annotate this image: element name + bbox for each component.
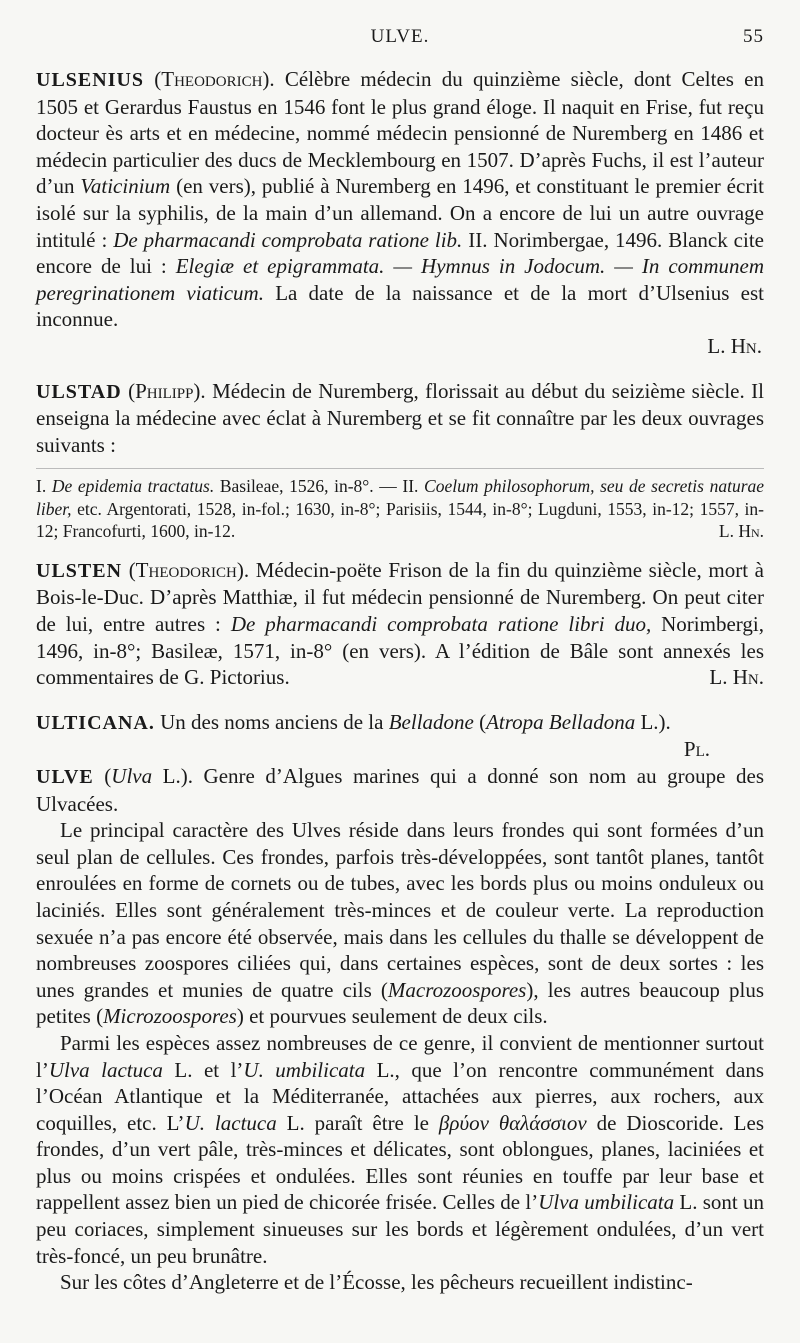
text: La date de la naissance et de la mort d’Ulsenius est inconnue. [36, 280, 764, 332]
text: Médecin de Nuremberg, florissait au début du seizième siècle. Il enseigna la médecine avec éclat à Nuremberg et se fit connaître par les deux ouvrages suivants : [36, 378, 764, 457]
person-name: (Philipp). [128, 378, 206, 403]
text: Basileae, 1526, in-8°. — II. [214, 476, 425, 497]
entry-ulsten [36, 557, 764, 691]
title-italic: Elegiæ et epigrammata. — Hymnus in Jodocum. — In communem peregrinationem viaticum. [36, 254, 764, 305]
title-italic: Coelum philosophorum, seu de secretis naturae liber, [36, 476, 765, 519]
term-italic: Ulva lactuca [48, 1057, 163, 1082]
author-signature: Pl. [683, 737, 710, 762]
entry-text [36, 557, 764, 691]
author-signature: L. Hn. [718, 521, 764, 542]
text-body [36, 66, 764, 1296]
entry-text [36, 763, 764, 817]
spacer [36, 360, 764, 378]
title-italic: De epidemia tractatus. [51, 476, 215, 497]
page-number: 55 [743, 26, 764, 47]
text: de Dioscoride. Les frondes, d’un vert pâle, très-minces et délicates, sont oblongues, planes, laciniées et plus ou moins crispées et ondulées. Elles sont réunies en touffe par leur base et rappellent assez bien un pied de chicorée frisée. Celles de l’ [36, 1110, 765, 1215]
term-italic: U. umbilicata [243, 1057, 366, 1082]
text: L., que l’on rencontre communément dans l’Océan Atlantique et la Méditerranée, attachées aux pierres, aux rochers, aux coquilles, etc. L’ [36, 1057, 764, 1135]
text: Célèbre médecin du quinzième siècle, dont Celtes en 1505 et Gerardus Faustus en 1546 font le plus grand éloge. Il naquit en Frise, fut reçu docteur ès arts et en médecine, nommé médecin pensionné de Nuremberg en 1486 et médecin particulier des ducs de Mecklembourg en 1507. D’après Fuchs, il est l’auteur d’un [36, 67, 765, 199]
entry-text [36, 378, 764, 459]
headword: ULVE [36, 765, 94, 788]
headword: ULSENIUS [36, 69, 145, 91]
entry-text [36, 709, 764, 737]
text: L.). [635, 709, 671, 734]
text: L.). Genre d’Algues marines qui a donné son nom au groupe des Ulvacées. [36, 763, 764, 816]
entry-ulstad [36, 378, 764, 543]
greek-term: βρύον θαλάσσιον [438, 1110, 587, 1135]
headword: ULTICANA. [36, 711, 155, 734]
text: L. paraît être le [276, 1110, 439, 1135]
bibliography-note [36, 468, 764, 543]
author-signature: L. Hn. [707, 333, 762, 358]
text: Le principal caractère des Ulves réside dans leurs frondes qui sont formées d’un seul plan de cellules. Ces frondes, parfois très-développées, sont tantôt planes, tantôt enroulées en forme de cornets ou de tubes, avec les bords plus ou moins onduleux ou laciniés. Elles sont généralement très-minces et de couleur verte. La reproduction sexuée n’a pas encore été observée, mais dans les cellules du thalle se développent de nombreuses zoospores ciliées qui, dans certaines espèces, sont de deux sortes : les unes grandes et munies de quatre cils ( [36, 818, 764, 1002]
headword: ULSTAD [36, 380, 122, 403]
running-title: ULVE. [370, 26, 430, 47]
entry-ulve [36, 763, 764, 1296]
term-italic: Macrozoospores [387, 977, 527, 1002]
spacer [36, 691, 764, 709]
text: ), les autres beaucoup plus petites ( [36, 977, 764, 1029]
spacer [36, 543, 764, 557]
headword: ULSTEN [36, 559, 123, 582]
entry-ulticana [36, 709, 764, 763]
text: II. Norimbergae, 1496. Blanck cite encore de lui : [36, 227, 764, 279]
term-italic: Atropa Belladona [486, 709, 636, 734]
text: I. [36, 476, 52, 497]
person-name: (Theodorich). [128, 557, 250, 582]
text: (en vers), publié à Nuremberg en 1496, et constituant le premier écrit isolé sur la syphilis, de la main d’un allemand. On a encore de lui un autre ouvrage intitulé : [36, 174, 764, 252]
text: ( [473, 709, 487, 734]
term-italic: U. lactuca [184, 1110, 277, 1135]
paragraph: Sur les côtes d’Angleterre et de l’Écosse, les pêcheurs recueillent indistinc- [60, 1270, 693, 1295]
text: Norimbergi, 1496, in-8°; Basileæ, 1571, in-8° (en vers). A l’édition de Bâle sont annexés les commentaires de G. Pictorius. [36, 612, 764, 690]
text: L. sont un peu coriaces, simplement sinueuses sur les bords et légèrement ondulées, d’un vert très-foncé, un peu brunâtre. [36, 1190, 764, 1268]
text: ) et pourvues seulement de deux cils. [236, 1004, 548, 1029]
term-italic: Ulva [111, 763, 153, 788]
term-italic: Belladone [388, 709, 474, 734]
paragraph [36, 817, 764, 1030]
entry-ulsenius [36, 66, 764, 360]
text: ( [93, 763, 112, 788]
text: Parmi les espèces assez nombreuses de ce genre, il convient de mentionner surtout l’ [36, 1030, 764, 1082]
text: Médecin-poëte Frison de la fin du quinzième siècle, mort à Bois-le-Duc. D’après Matthiæ, il fut médecin pensionné de Nuremberg. On peut citer de lui, entre autres : [36, 557, 764, 636]
text: Un des noms anciens de la [154, 709, 389, 734]
term-italic: Microzoospores [103, 1004, 237, 1029]
paragraph [36, 1030, 764, 1269]
text: L. et l’ [162, 1057, 244, 1082]
title-italic: De pharmacandi comprobata ratione libri duo, [230, 612, 652, 636]
text: etc. Argentorati, 1528, in-fol.; 1630, in-8°; Parisiis, 1544, in-8°; Lugduni, 1553, in-12; 1557, in-12; Francofurti, 1600, in-12. [36, 498, 764, 542]
entry-text [36, 66, 764, 333]
person-name: (Theodorich). [154, 67, 275, 91]
title-italic: Vaticinium [80, 174, 171, 199]
title-italic: De pharmacandi comprobata ratione lib. [113, 227, 463, 252]
term-italic: Ulva umbilicata [538, 1190, 675, 1215]
running-header [36, 26, 764, 56]
author-signature: L. Hn. [709, 665, 764, 690]
